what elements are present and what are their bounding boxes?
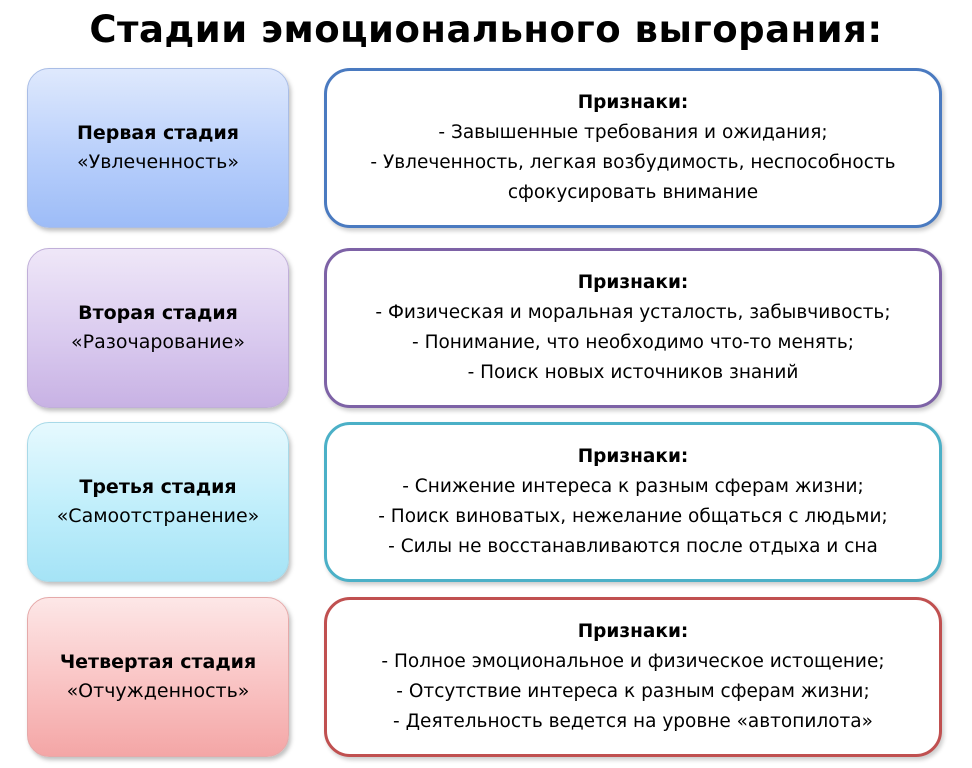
page-title: Стадии эмоционального выгорания:	[89, 8, 883, 51]
sign-item: - Увлеченность, легкая возбудимость, неспособность	[370, 152, 896, 173]
stage-subtitle: «Увлеченность»	[77, 151, 239, 173]
signs-box-2	[324, 248, 942, 408]
stage-box-2	[27, 248, 289, 408]
sign-item: - Полное эмоциональное и физическое истощение;	[381, 651, 885, 672]
signs-title: Признаки:	[577, 621, 689, 642]
stage-box-1	[27, 68, 289, 228]
sign-item: - Понимание, что необходимо что-то менять;	[412, 332, 854, 353]
signs-title: Признаки:	[577, 92, 689, 113]
signs-box-3	[324, 422, 942, 582]
stage-name: Первая стадия	[76, 122, 239, 144]
stage-box-3	[27, 422, 289, 582]
stage-name: Третья стадия	[79, 476, 237, 498]
stage-box-4	[27, 597, 289, 757]
signs-box-1	[324, 68, 942, 228]
stage-subtitle: «Отчужденность»	[66, 680, 250, 702]
sign-item: - Физическая и моральная усталость, забывчивость;	[375, 302, 891, 323]
signs-title: Признаки:	[577, 272, 689, 293]
sign-item: - Отсутствие интереса к разным сферам жизни;	[396, 681, 870, 702]
sign-item: - Деятельность ведется на уровне «автопилота»	[393, 711, 873, 732]
stage-name: Вторая стадия	[78, 302, 238, 324]
stage-subtitle: «Разочарование»	[71, 331, 245, 353]
sign-item: - Поиск виноватых, нежелание общаться с людьми;	[378, 506, 888, 527]
sign-item: - Силы не восстанавливаются после отдыха и сна	[388, 536, 878, 557]
signs-box-4	[324, 597, 942, 757]
stage-name: Четвертая стадия	[59, 651, 257, 673]
signs-title: Признаки:	[577, 446, 689, 467]
sign-item: - Завышенные требования и ожидания;	[438, 122, 828, 143]
sign-item: сфокусировать внимание	[507, 182, 759, 203]
sign-item: - Снижение интереса к разным сферам жизни;	[402, 476, 864, 497]
sign-item: - Поиск новых источников знаний	[467, 362, 799, 383]
stage-subtitle: «Самоотстранение»	[56, 505, 260, 527]
